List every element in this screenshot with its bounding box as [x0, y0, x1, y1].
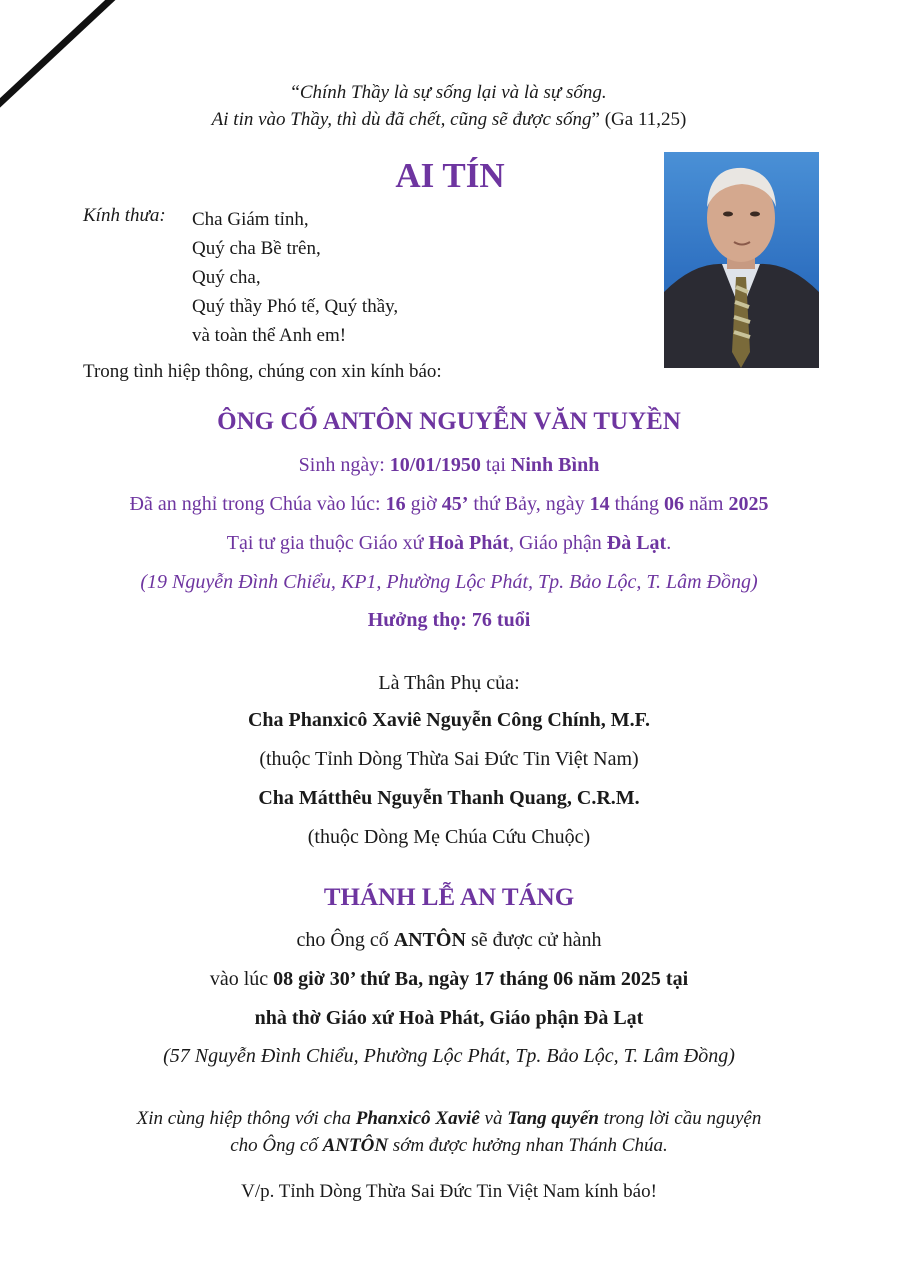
salutation-recipients: [192, 205, 398, 350]
closing-line-2: cho Ông cố ANTÔN sớm được hưởng nhan Thánh Chúa.: [230, 1135, 668, 1156]
residence-address: (19 Nguyễn Đình Chiểu, KP1, Phường Lộc Phát, Tp. Bảo Lộc, T. Lâm Đồng): [140, 571, 758, 593]
child-1-name: Cha Phanxicô Xaviê Nguyễn Công Chính, M.F.: [247, 709, 651, 731]
funeral-time: vào lúc 08 giờ 30’ thứ Ba, ngày 17 tháng 06 năm 2025 tại: [209, 968, 689, 990]
father-of-label: Là Thân Phụ của:: [378, 672, 520, 694]
signature: V/p. Tỉnh Dòng Thừa Sai Đức Tin Việt Nam kính báo!: [241, 1181, 657, 1202]
recipient-line: Quý cha,: [192, 267, 261, 288]
page-title: AI TÍN: [395, 156, 505, 195]
portrait-photo: [664, 152, 819, 368]
birth-info: Sinh ngày: 10/01/1950 tại Ninh Bình: [298, 454, 600, 476]
closing-line-1: Xin cùng hiệp thông với cha Phanxicô Xaviê và Tang quyến trong lời cầu nguyện: [136, 1108, 762, 1129]
funeral-heading: THÁNH LỄ AN TÁNG: [323, 884, 575, 911]
salutation-label: Kính thưa:: [83, 205, 166, 226]
child-2-order: (thuộc Dòng Mẹ Chúa Cứu Chuộc): [307, 826, 591, 848]
death-place: Tại tư gia thuộc Giáo xứ Hoà Phát, Giáo phận Đà Lạt.: [226, 532, 672, 554]
death-info: Đã an nghỉ trong Chúa vào lúc: 16 giờ 45’ thứ Bảy, ngày 14 tháng 06 năm 2025: [129, 493, 769, 515]
child-1-order: (thuộc Tỉnh Dòng Thừa Sai Đức Tin Việt Nam): [259, 748, 639, 770]
recipient-line: Quý cha Bề trên,: [192, 238, 321, 259]
recipient-line: Quý thầy Phó tế, Quý thầy,: [192, 296, 399, 317]
funeral-line-1: cho Ông cố ANTÔN sẽ được cử hành: [296, 929, 602, 951]
scripture-line-2: Ai tin vào Thầy, thì dù đã chết, cũng sẽ được sống” (Ga 11,25): [211, 109, 687, 130]
recipient-line: Cha Giám tỉnh,: [192, 209, 309, 230]
intro-text: Trong tình hiệp thông, chúng con xin kính báo:: [83, 361, 442, 382]
closing-prayer: [0, 1105, 898, 1159]
scripture-line-1: “Chính Thầy là sự sống lại và là sự sống.: [291, 82, 607, 103]
church-address: (57 Nguyễn Đình Chiểu, Phường Lộc Phát, Tp. Bảo Lộc, T. Lâm Đồng): [163, 1045, 735, 1067]
deceased-name: ÔNG CỐ ANTÔN NGUYỄN VĂN TUYỀN: [217, 408, 681, 435]
child-2-name: Cha Mátthêu Nguyễn Thanh Quang, C.R.M.: [258, 787, 640, 809]
recipient-line: và toàn thể Anh em!: [192, 325, 347, 346]
age-at-death: Hưởng thọ: 76 tuổi: [367, 609, 531, 631]
funeral-church: nhà thờ Giáo xứ Hoà Phát, Giáo phận Đà Lạt: [254, 1007, 644, 1029]
scripture-quote: [0, 79, 898, 133]
